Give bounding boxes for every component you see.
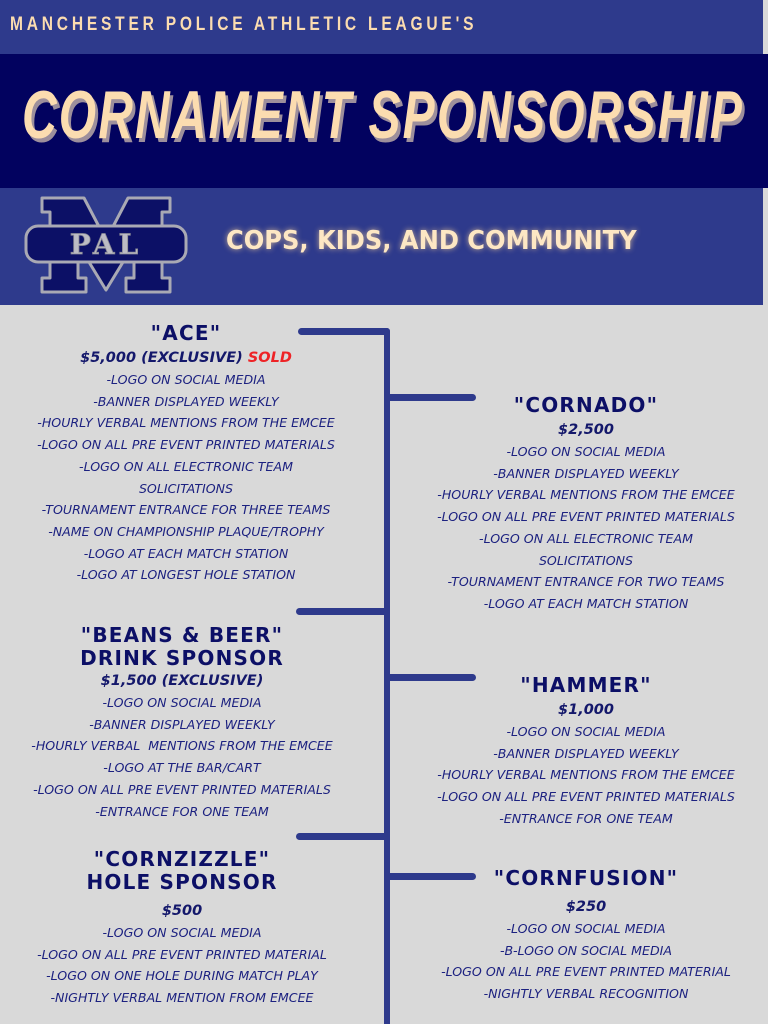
benefit-item: -TOURNAMENT ENTRANCE FOR THREE TEAMS	[41, 502, 331, 518]
benefit-item: -LOGO ON SOCIAL MEDIA	[506, 444, 666, 459]
logo-text: PAL	[69, 228, 143, 261]
benefit-item: -LOGO AT EACH MATCH STATION	[83, 545, 289, 561]
tier-price: $500	[161, 903, 203, 919]
timeline-branch-cornzizzle	[296, 833, 388, 840]
tier-name: "HAMMER"	[520, 673, 652, 697]
tier-price: $250	[565, 899, 607, 915]
benefit-item: -LOGO ON SOCIAL MEDIA	[506, 724, 666, 739]
tier-name: "ACE"	[150, 321, 222, 345]
benefit-list	[404, 918, 768, 1005]
benefit-item: -LOGO ON ALL ELECTRONIC TEAM	[79, 458, 293, 474]
benefit-item: -LOGO ON ALL PRE EVENT PRINTED MATERIALS	[33, 781, 331, 797]
tier-price: $1,000	[558, 702, 614, 718]
pal-logo-icon	[22, 196, 190, 294]
tier-hammer	[404, 674, 768, 830]
benefit-item: -LOGO ON SOCIAL MEDIA	[102, 925, 262, 940]
tier-name: "CORNADO"	[513, 393, 659, 417]
benefit-item: -B-LOGO ON SOCIAL MEDIA	[500, 942, 672, 958]
benefit-list	[404, 441, 768, 615]
benefit-list	[404, 721, 768, 830]
benefit-list	[0, 922, 364, 1009]
sold-badge: SOLD	[247, 350, 292, 366]
tier-price: $2,500	[558, 422, 614, 438]
tier-name: "BEANS & BEER"	[80, 623, 284, 647]
benefit-item: -BANNER DISPLAYED WEEKLY	[93, 393, 279, 409]
title-banner	[0, 54, 768, 188]
tier-cornfusion	[404, 867, 768, 1005]
tier-name: "CORNFUSION"	[493, 866, 679, 890]
benefit-item: -LOGO AT LONGEST HOLE STATION	[76, 567, 296, 583]
benefit-item: -LOGO ON SOCIAL MEDIA	[106, 372, 266, 387]
timeline-branch-beans-beer	[296, 608, 388, 615]
benefit-item: -BANNER DISPLAYED WEEKLY	[493, 745, 679, 761]
page-title: CORNAMENT SPONSORSHIP	[22, 77, 744, 153]
benefit-item: -LOGO ON SOCIAL MEDIA	[506, 921, 666, 936]
benefit-item: -TOURNAMENT ENTRANCE FOR TWO TEAMS	[447, 574, 725, 590]
benefit-item: -ENTRANCE FOR ONE TEAM	[499, 810, 673, 826]
org-name: MANCHESTER POLICE ATHLETIC LEAGUE'S	[10, 14, 478, 35]
org-banner	[0, 0, 763, 54]
benefit-item: -HOURLY VERBAL MENTIONS FROM THE EMCEE	[31, 738, 333, 754]
tier-cornzizzle	[0, 848, 364, 1009]
benefit-item: -LOGO ON ALL PRE EVENT PRINTED MATERIALS	[37, 437, 335, 453]
benefit-item: -HOURLY VERBAL MENTIONS FROM THE EMCEE	[437, 487, 735, 503]
benefit-item: -ENTRANCE FOR ONE TEAM	[95, 803, 269, 819]
benefit-item: SOLICITATIONS	[538, 552, 634, 568]
tier-price-value: $5,000 (EXCLUSIVE)	[80, 350, 243, 366]
benefit-item: -LOGO ON ONE HOLE DURING MATCH PLAY	[46, 968, 318, 984]
benefit-item: -NIGHTLY VERBAL MENTION FROM EMCEE	[50, 990, 314, 1006]
tier-price	[0, 347, 372, 369]
benefit-item: -LOGO ON SOCIAL MEDIA	[102, 695, 262, 710]
benefit-list	[0, 369, 372, 586]
tier-ace	[0, 322, 372, 586]
benefit-item: SOLICITATIONS	[138, 480, 234, 496]
benefit-item: -NIGHTLY VERBAL RECOGNITION	[483, 986, 689, 1002]
benefit-item: -LOGO ON ALL PRE EVENT PRINTED MATERIAL	[441, 964, 731, 980]
benefit-item: -NAME ON CHAMPIONSHIP PLAQUE/TROPHY	[48, 523, 324, 539]
benefit-item: -LOGO ON ALL PRE EVENT PRINTED MATERIALS	[437, 789, 735, 805]
benefit-item: -LOGO ON ALL PRE EVENT PRINTED MATERIAL	[37, 946, 327, 962]
tier-subtitle: HOLE SPONSOR	[86, 870, 278, 894]
tier-beans-beer	[0, 624, 364, 822]
benefit-item: -LOGO ON ALL PRE EVENT PRINTED MATERIALS	[437, 509, 735, 525]
benefit-item: -LOGO AT THE BAR/CART	[103, 760, 261, 776]
benefit-item: -LOGO ON ALL ELECTRONIC TEAM	[479, 530, 693, 546]
benefit-item: -BANNER DISPLAYED WEEKLY	[89, 716, 275, 732]
benefit-item: -BANNER DISPLAYED WEEKLY	[493, 465, 679, 481]
tier-subtitle: DRINK SPONSOR	[80, 646, 284, 670]
benefit-item: -HOURLY VERBAL MENTIONS FROM THE EMCEE	[37, 415, 335, 431]
tier-price: $1,500 (EXCLUSIVE)	[100, 673, 264, 689]
benefit-item: -HOURLY VERBAL MENTIONS FROM THE EMCEE	[437, 767, 735, 783]
tier-cornado	[404, 394, 768, 615]
benefit-item: -LOGO AT EACH MATCH STATION	[483, 595, 689, 611]
tagline-banner	[0, 188, 763, 305]
tier-name: "CORNZIZZLE"	[93, 847, 271, 871]
benefit-list	[0, 692, 364, 822]
tagline: COPS, KIDS, AND COMMUNITY	[226, 226, 637, 256]
